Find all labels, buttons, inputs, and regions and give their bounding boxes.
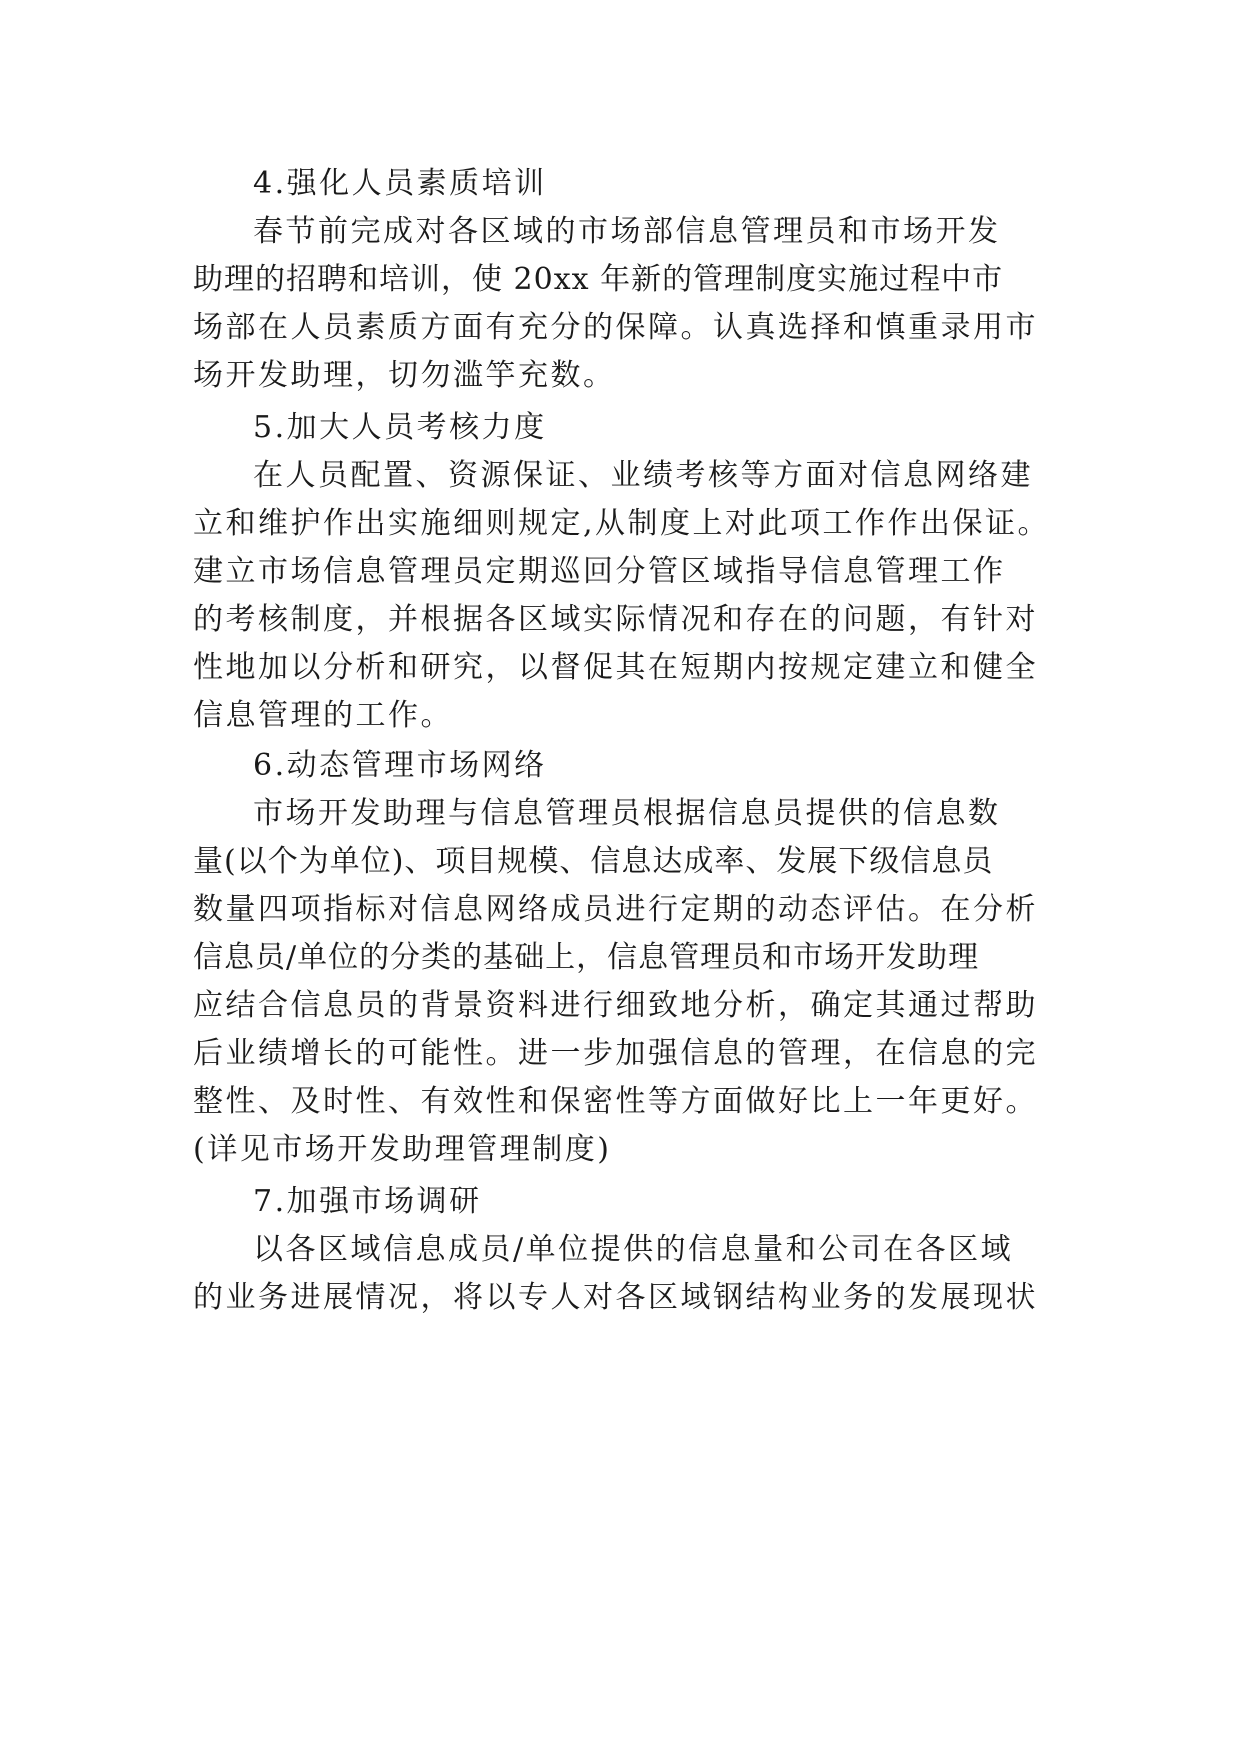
paragraph-line: 信息员/单位的分类的基础上，信息管理员和市场开发助理 (193, 940, 980, 975)
paragraph-line: 应结合信息员的背景资料进行细致地分析，确定其通过帮助 (193, 988, 1038, 1023)
paragraph-line: 助理的招聘和培训，使 20xx 年新的管理制度实施过程中市 (193, 262, 1004, 297)
paragraph-line: 量(以个为单位)、项目规模、信息达成率、发展下级信息员 (193, 844, 994, 879)
heading-4: 4.强化人员素质培训 (253, 166, 547, 201)
paragraph-line: 的业务进展情况，将以专人对各区域钢结构业务的发展现状 (193, 1280, 1038, 1315)
paragraph-line: 的考核制度，并根据各区域实际情况和存在的问题，有针对 (193, 602, 1038, 637)
paragraph-line: 后业绩增长的可能性。进一步加强信息的管理，在信息的完 (193, 1036, 1038, 1071)
paragraph-line: 在人员配置、资源保证、业绩考核等方面对信息网络建 (253, 458, 1033, 493)
paragraph-line: 立和维护作出实施细则规定,从制度上对此项工作作出保证。 (193, 506, 1051, 541)
paragraph-line: 整性、及时性、有效性和保密性等方面做好比上一年更好。 (193, 1084, 1038, 1119)
paragraph-line: 市场开发助理与信息管理员根据信息员提供的信息数 (253, 796, 1001, 831)
paragraph-line: (详见市场开发助理管理制度) (193, 1132, 612, 1167)
paragraph-line: 以各区域信息成员/单位提供的信息量和公司在各区域 (253, 1232, 1014, 1267)
paragraph-line: 建立市场信息管理员定期巡回分管区域指导信息管理工作 (193, 554, 1006, 589)
paragraph-line: 性地加以分析和研究，以督促其在短期内按规定建立和健全 (193, 650, 1038, 685)
heading-7: 7.加强市场调研 (253, 1184, 482, 1219)
paragraph-line: 场部在人员素质方面有充分的保障。认真选择和慎重录用市 (193, 310, 1038, 345)
paragraph-line: 场开发助理，切勿滥竽充数。 (193, 358, 616, 393)
paragraph-line: 信息管理的工作。 (193, 698, 453, 733)
heading-6: 6.动态管理市场网络 (253, 748, 547, 783)
paragraph-line: 数量四项指标对信息网络成员进行定期的动态评估。在分析 (193, 892, 1038, 927)
paragraph-line: 春节前完成对各区域的市场部信息管理员和市场开发 (253, 214, 1001, 249)
heading-5: 5.加大人员考核力度 (253, 410, 547, 445)
